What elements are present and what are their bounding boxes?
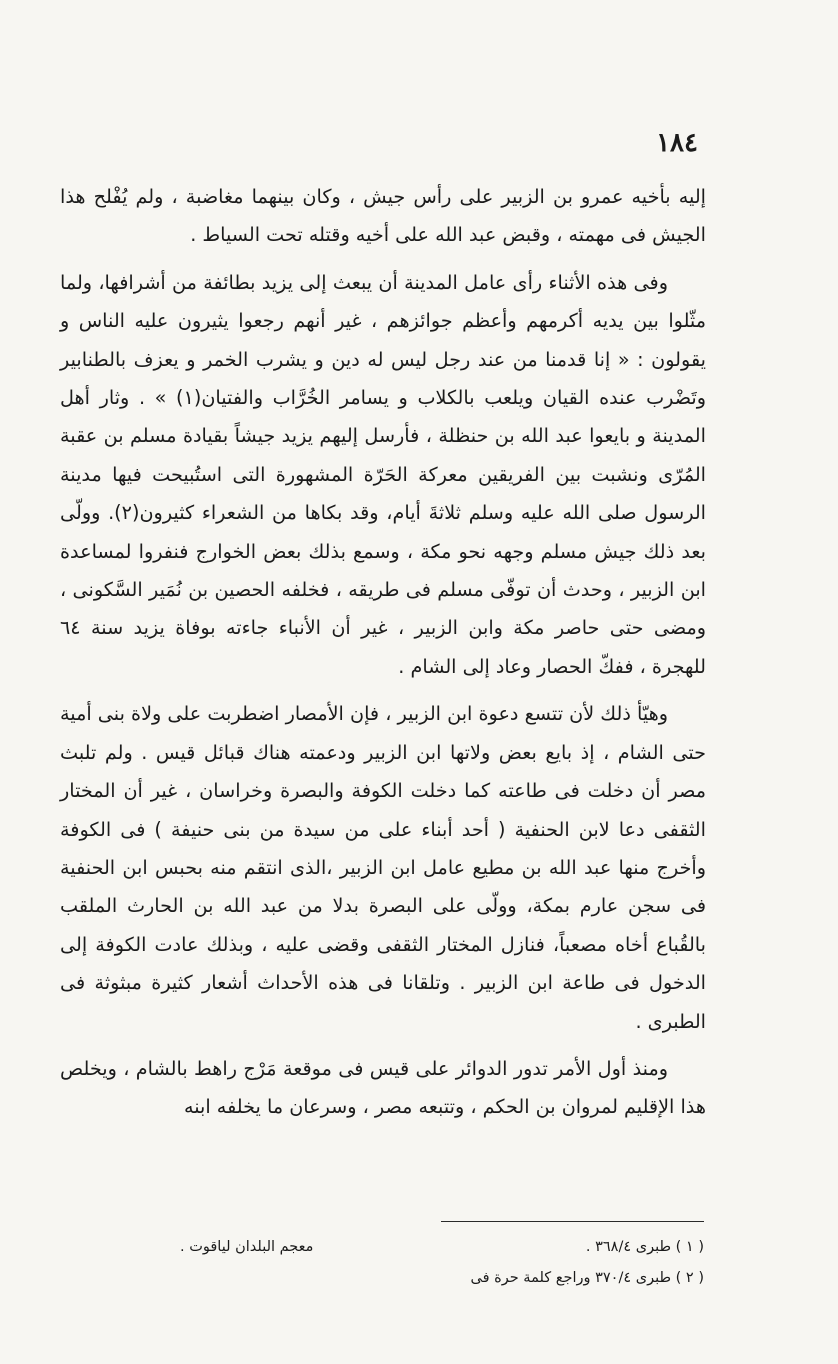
paragraph: ومنذ أول الأمر تدور الدوائر على قيس فى موقعة مَرْج راهط بالشام ، ويخلص هذا الإقليم لمروان بن الحكم ، وتتبعه مصر ، وسرعان ما يخلفه ابنه xyxy=(60,1056,706,1119)
page-number: ١٨٤ xyxy=(656,128,698,158)
footnote-continuation: معجم البلدان لياقوت . xyxy=(180,1239,314,1255)
footnote-text: ( ١ ) طبرى ٣٦٨/٤ . xyxy=(585,1239,704,1255)
paragraph: وفى هذه الأثناء رأى عامل المدينة أن يبعث إلى يزيد بطائفة من أشرافها، ولما مثّلوا بين يديه أكرمهم وأعظم جوائزهم ، غير أنهم رجعوا يثيرون عليه الناس و يقولون : « إنا قدمنا من عند رجل ليس له دين و يشرب الخمر و يعزف بالطنابير وتَضْرب عنده القيان ويلعب بالكلاب و يسامر الخُرَّاب والفتيان(١) » . وثار أهل المدينة و بايعوا عبد الله بن حنظلة ، فأرسل إليهم يزيد جيشاً بقيادة مسلم بن عقبة المُرّى ونشبت بين الفريقين معركة الحَرّة المشهورة التى استُبيحت فيها مدينة الرسول صلى الله عليه وسلم ثلاثةَ أيام، وقد بكاها من الشعراء كثيرون(٢). وولّى بعد ذلك جيش مسلم وجهه نحو مكة ، وسمع بذلك بعض الخوارج فنفروا لمساعدة ابن الزبير ، وحدث أن توفّى مسلم فى طريقه ، فخلفه الحصين بن نُمَير السَّكونى ، ومضى حتى حاصر مكة وابن الزبير ، غير أن الأنباء جاءته بوفاة يزيد سنة ٦٤ للهجرة ، ففكّ الحصار وعاد إلى الشام . xyxy=(60,270,706,678)
paragraph: إليه بأخيه عمرو بن الزبير على رأس جيش ، وكان بينهما مغاضبة ، ولم يُفْلح هذا الجيش فى مهمته ، وقبض عبد الله على أخيه وقتله تحت السياط . xyxy=(60,185,706,247)
page-body xyxy=(60,178,706,1127)
footnote xyxy=(180,1263,704,1294)
footnote xyxy=(180,1232,704,1263)
paragraph: وهيّأ ذلك لأن تتسع دعوة ابن الزبير ، فإن الأمصار اضطربت على ولاة بنى أمية حتى الشام ، إذ بايع بعض ولاتها ابن الزبير ودعمته هناك قبائل قيس . ولم تلبث مصر أن دخلت فى طاعته كما دخلت الكوفة والبصرة وخراسان ، غير أن المختار الثقفى دعا لابن الحنفية ( أحد أبناء على من سيدة من بنى حنيفة ) فى الكوفة وأخرج منها عبد الله بن مطيع عامل ابن الزبير ،الذى انتقم منه بحبس ابن الحنفية فى سجن عارم بمكة، وولّى على البصرة بدلا من عبد الله بن الحارث الملقب بالقُباع أخاه مصعباً، فنازل المختار الثقفى وقضى عليه ، وبذلك عادت الكوفة إلى الدخول فى طاعة ابن الزبير . وتلقانا فى هذه الأحداث أشعار كثيرة مبثوثة فى الطبرى . xyxy=(60,702,706,1033)
footnote-text: ( ٢ ) طبرى ٣٧٠/٤ وراجع كلمة حرة فى xyxy=(470,1270,704,1286)
footnotes xyxy=(180,1232,704,1294)
footnote-divider xyxy=(441,1221,704,1222)
